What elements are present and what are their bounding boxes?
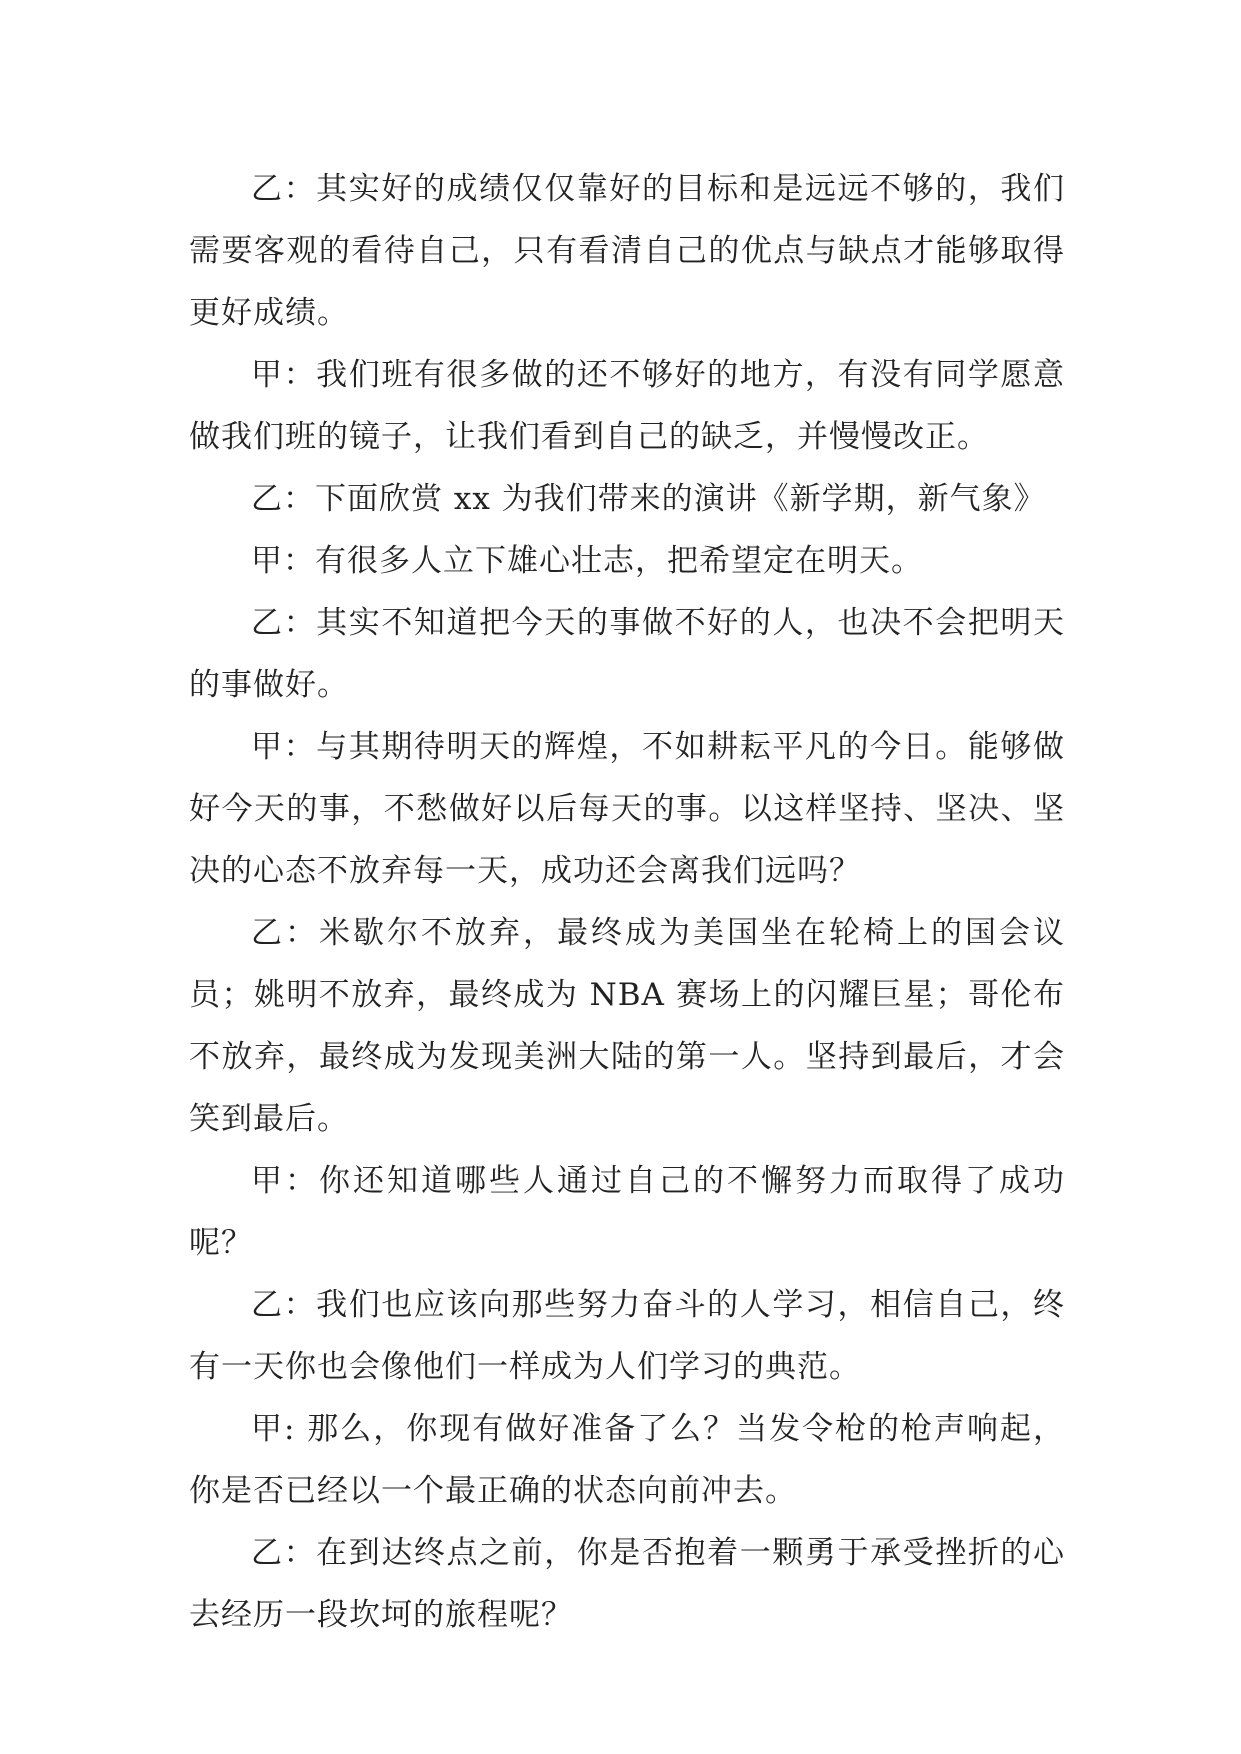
dialogue-paragraph-11: 乙：在到达终点之前，你是否抱着一颗勇于承受挫折的心去经历一段坎坷的旅程呢？ — [189, 1535, 1065, 1633]
dialogue-paragraph-3: 乙：下面欣赏 xx 为我们带来的演讲《新学期，新气象》 — [251, 481, 1046, 517]
dialogue-paragraph-4: 甲：有很多人立下雄心壮志，把希望定在明天。 — [251, 543, 923, 579]
document-body — [189, 158, 1065, 1646]
dialogue-paragraph-7: 乙：米歇尔不放弃，最终成为美国坐在轮椅上的国会议员；姚明不放弃，最终成为 NBA 赛场上的闪耀巨星；哥伦布不放弃，最终成为发现美洲大陆的第一人。坚持到最后，才会笑到最后。 — [189, 915, 1065, 1137]
dialogue-paragraph-9: 乙：我们也应该向那些努力奋斗的人学习，相信自己，终有一天你也会像他们一样成为人们学习的典范。 — [189, 1287, 1065, 1385]
dialogue-paragraph-5: 乙：其实不知道把今天的事做不好的人，也决不会把明天的事做好。 — [189, 605, 1065, 703]
dialogue-paragraph-8: 甲：你还知道哪些人通过自己的不懈努力而取得了成功呢？ — [189, 1163, 1065, 1261]
dialogue-paragraph-1: 乙：其实好的成绩仅仅靠好的目标和是远远不够的，我们需要客观的看待自己，只有看清自己的优点与缺点才能够取得更好成绩。 — [189, 171, 1065, 331]
dialogue-paragraph-10: 甲: 那么，你现有做好准备了么？当发令枪的枪声响起，你是否已经以一个最正确的状态向前冲去。 — [189, 1411, 1065, 1509]
dialogue-paragraph-2: 甲：我们班有很多做的还不够好的地方，有没有同学愿意做我们班的镜子，让我们看到自己的缺乏，并慢慢改正。 — [189, 357, 1065, 455]
dialogue-paragraph-6: 甲：与其期待明天的辉煌，不如耕耘平凡的今日。能够做好今天的事，不愁做好以后每天的事。以这样坚持、坚决、坚决的心态不放弃每一天，成功还会离我们远吗？ — [189, 729, 1065, 889]
